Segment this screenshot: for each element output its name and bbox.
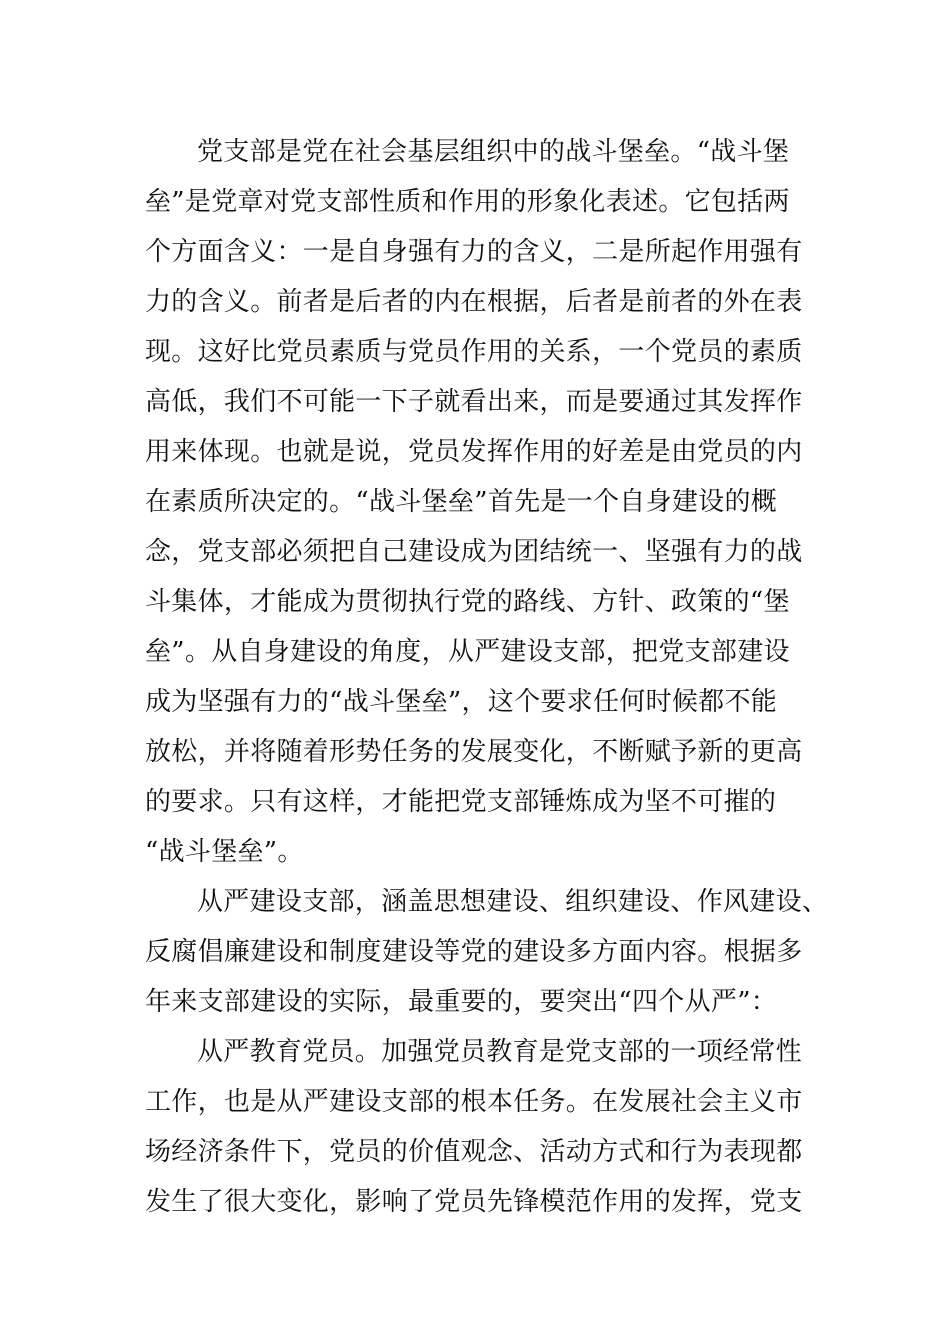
text-line: 垒”是党章对党支部性质和作用的形象化表述。它包括两 xyxy=(145,187,790,217)
text-line: 党支部是党在社会基层组织中的战斗堡垒。“战斗堡 xyxy=(197,137,790,167)
text-line: 从严建设支部，涵盖思想建设、组织建设、作风建设、 xyxy=(197,887,829,917)
text-line: 场经济条件下，党员的价值观念、活动方式和行为表现都 xyxy=(145,1137,803,1167)
text-line: 垒”。从自身建设的角度，从严建设支部，把党支部建设 xyxy=(145,637,790,667)
text-line: 现。这好比党员素质与党员作用的关系，一个党员的素质 xyxy=(145,337,803,367)
text-line: 个方面含义：一是自身强有力的含义，二是所起作用强有 xyxy=(145,237,803,267)
text-line: 工作，也是从严建设支部的根本任务。在发展社会主义市 xyxy=(145,1087,803,1117)
text-line: 反腐倡廉建设和制度建设等党的建设多方面内容。根据多 xyxy=(145,937,803,967)
text-line: 高低，我们不可能一下子就看出来，而是要通过其发挥作 xyxy=(145,387,803,417)
text-line: 年来支部建设的实际，最重要的，要突出“四个从严”： xyxy=(145,987,778,1017)
text-line: 斗集体，才能成为贯彻执行党的路线、方针、政策的“堡 xyxy=(145,587,790,617)
text-line: 放松，并将随着形势任务的发展变化，不断赋予新的更高 xyxy=(145,737,803,767)
text-line: “战斗堡垒”。 xyxy=(145,837,304,867)
text-line: 念，党支部必须把自己建设成为团结统一、坚强有力的战 xyxy=(145,537,803,567)
text-line: 在素质所决定的。“战斗堡垒”首先是一个自身建设的概 xyxy=(145,487,778,517)
document-body xyxy=(145,127,829,1227)
text-line: 发生了很大变化，影响了党员先锋模范作用的发挥，党支 xyxy=(145,1187,803,1217)
text-line: 从严教育党员。加强党员教育是党支部的一项经常性 xyxy=(197,1037,802,1067)
text-line: 成为坚强有力的“战斗堡垒”，这个要求任何时候都不能 xyxy=(145,687,778,717)
text-line: 的要求。只有这样，才能把党支部锤炼成为坚不可摧的 xyxy=(145,787,777,817)
text-line: 用来体现。也就是说，党员发挥作用的好差是由党员的内 xyxy=(145,437,803,467)
text-line: 力的含义。前者是后者的内在根据，后者是前者的外在表 xyxy=(145,287,803,317)
